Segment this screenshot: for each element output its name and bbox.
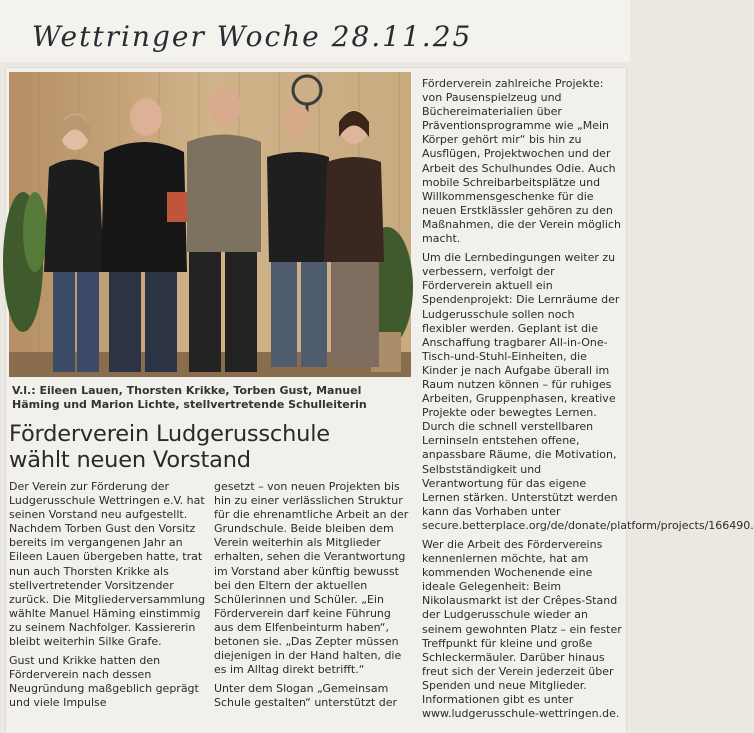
column-2-paragraph-2: Unter dem Slogan „Gemeinsam Schule gestalten“ unterstützt der — [214, 682, 398, 710]
group-photo — [9, 72, 411, 377]
column-1-paragraph-1: Der Verein zur Förderung der Ludgerusschule Wettringen e.V. hat seinen Vorstand neu aufgestellt. Nachdem Torben Gust den Vorsitz bereits im vergangenen Jahr an Eileen Lauen übergeben hatte, trat nun auch Thorsten Krikke als stellvertretender Vorsitzender zurück. Die Mitgliederversammlung wählte Manuel Häming einstimmig zu seinem Nachfolger. Kassiererin bleibt weiterhin Silke Grafe. — [9, 480, 206, 649]
article-column-3 — [422, 77, 754, 726]
column-2-paragraph-1: gesetzt – von neuen Projekten bis hin zu einer verlässlichen Struktur für die ehrenamtliche Arbeit an der Grundschule. Beide bleiben dem Verein weiterhin als Mitglieder erhalten, sehen die Verantwortung im Vorstand aber künftig bewusst bei den Eltern der aktuellen Schülerinnen und Schüler. „Ein Förderverein darf keine Führung aus dem Elfenbeinturm haben“, betonen sie. „Das Zepter müssen diejenigen in der Hand halten, die es im Alltag direkt betrifft.“ — [214, 480, 409, 677]
headline-line-2: wählt neuen Vorstand — [9, 447, 251, 473]
handwritten-note-strip — [0, 0, 630, 62]
article-headline — [9, 421, 414, 473]
article-column-2 — [214, 480, 412, 716]
column-3-paragraph-2: Um die Lernbedingungen weiter zu verbessern, verfolgt der Förderverein aktuell ein Spendenprojekt: Die Lernräume der Ludgerusschule sollen noch flexibler werden. Geplant ist die Anschaffung tragbarer All-in-One-Tisch-und-Stuhl-Einheiten, die Kinder je nach Aufgabe überall im Raum nutzen können – für ruhiges Arbeiten, Gruppenphasen, kreative Projekte oder bewegtes Lernen. Durch die schnell verstellbaren Lerninseln entstehen offene, anpassbare Räume, die Motivation, Selbstständigkeit und Verantwortung für das eigene Lernen stärken. Unterstützt werden kann das Vorhaben unter secure.betterplace.org/de/donate/platform/projects/166490. — [422, 251, 754, 532]
headline-line-1: Förderverein Ludgerusschule — [9, 421, 330, 447]
column-3-paragraph-3: Wer die Arbeit des Fördervereins kennenlernen möchte, hat am kommenden Wochenende eine ideale Gelegenheit: Beim Nikolausmarkt ist der Crêpes-Stand der Ludgerusschule wieder an seinem gewohnten Platz – ein fester Treffpunkt für kleine und große Schleckermäuler. Darüber hinaus freut sich der Verein jederzeit über Spenden und neue Mitglieder. Informationen gibt es unter www.ludgerusschule-wettringen.de. — [422, 538, 622, 721]
handwritten-note-text: Wettringer Woche 28.11.25 — [32, 20, 473, 53]
column-1-paragraph-2: Gust und Krikke hatten den Förderverein nach dessen Neugründung maßgeblich geprägt und viele Impulse — [9, 654, 199, 710]
article-column-1 — [9, 480, 207, 716]
handwritten-note — [28, 6, 473, 58]
photo-caption: V.l.: Eileen Lauen, Thorsten Krikke, Torben Gust, Manuel Häming und Marion Lichte, stellvertretende Schulleiterin — [12, 384, 367, 411]
column-3-paragraph-1: Förderverein zahlreiche Projekte: von Pausenspielzeug und Büchereimaterialien über Präventionsprogramme wie „Mein Körper gehört mir“ bis hin zu Ausflügen, Projektwochen und der Arbeit des Schulhundes Odie. Auch mobile Schreibarbeitsplätze und Willkommensgeschenke für die neuen Erstklässler gehören zu den Maßnahmen, die der Verein möglich macht. — [422, 77, 621, 246]
